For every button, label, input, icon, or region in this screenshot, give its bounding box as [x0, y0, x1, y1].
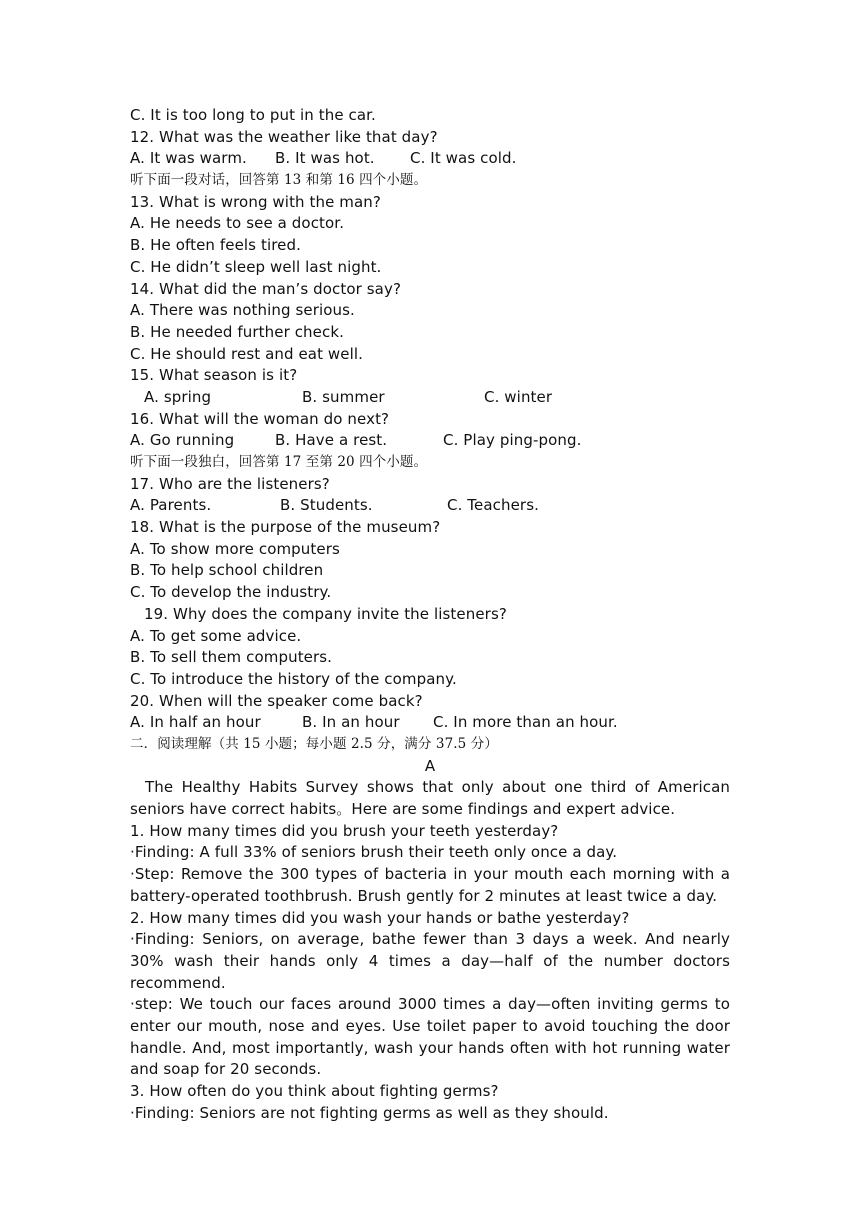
item-2-step: ·step: We touch our faces around 3000 times a day—often inviting germs to enter our mouth, nose and eyes. Use toilet paper to avoid touching the door handle. And, most importantly, wash your hands often with hot running water and soap for 20 seconds.: [130, 995, 730, 1079]
question-14-option-b: B. He needed further check.: [130, 322, 344, 341]
question-12-options: [130, 148, 730, 170]
option-a: A. In half an hour: [130, 713, 261, 732]
question-19-option-a: A. To get some advice.: [130, 626, 302, 645]
item-2-question: 2. How many times did you wash your hands or bathe yesterday?: [130, 908, 630, 927]
option-b: B. summer: [302, 387, 385, 406]
instruction-monologue: 听下面一段独白，回答第 17 至第 20 四个小题。: [130, 454, 428, 470]
question-16-options: [130, 430, 730, 452]
option-b: B. Have a rest.: [275, 431, 388, 450]
question-18-option-b: B. To help school children: [130, 561, 324, 580]
item-1-question: 1. How many times did you brush your teeth yesterday?: [130, 821, 559, 840]
passage-intro: The Healthy Habits Survey shows that only about one third of American seniors have correct habits。Here are some findings and expert advice.: [130, 778, 730, 819]
question-18-option-a: A. To show more computers: [130, 539, 340, 558]
option-b: B. Students.: [280, 496, 373, 515]
option-c: C. Teachers.: [447, 496, 539, 515]
instruction-dialogue: 听下面一段对话，回答第 13 和第 16 四个小题。: [130, 172, 428, 189]
item-3-finding: ·Finding: Seniors are not fighting germs as well as they should.: [130, 1103, 609, 1122]
passage-label: A: [424, 756, 436, 775]
question-14-option-c: C. He should rest and eat well.: [130, 344, 364, 363]
question-12: 12. What was the weather like that day?: [130, 127, 438, 146]
question-18: 18. What is the purpose of the museum?: [130, 518, 441, 537]
option-a: A. spring: [144, 387, 212, 406]
question-15-options: [130, 387, 730, 409]
q11-option-c: C. It is too long to put in the car.: [130, 106, 376, 124]
question-19-option-b: B. To sell them computers.: [130, 648, 333, 667]
option-a: A. It was warm.: [130, 149, 247, 168]
question-19: 19. Why does the company invite the listeners?: [144, 604, 507, 623]
question-17: 17. Who are the listeners?: [130, 474, 330, 493]
option-c: C. In more than an hour.: [433, 713, 618, 732]
question-16: 16. What will the woman do next?: [130, 409, 390, 428]
item-1-step: ·Step: Remove the 300 types of bacteria in your mouth each morning with a battery-operated toothbrush. Brush gently for 2 minutes at least twice a day.: [130, 865, 730, 905]
option-c: C. Play ping-pong.: [443, 431, 582, 450]
section-heading: 二．阅读理解（共 15 小题；每小题 2.5 分，满分 37.5 分）: [130, 735, 498, 752]
question-14: 14. What did the man’s doctor say?: [130, 279, 402, 298]
question-13-option-a: A. He needs to see a doctor.: [130, 214, 345, 233]
item-1-finding: ·Finding: A full 33% of seniors brush their teeth only once a day.: [130, 843, 618, 862]
option-c: C. winter: [484, 387, 553, 406]
question-17-options: [130, 495, 730, 517]
option-c: C. It was cold.: [410, 149, 517, 168]
question-15: 15. What season is it?: [130, 366, 298, 385]
question-13-option-c: C. He didn’t sleep well last night.: [130, 257, 382, 276]
item-2-finding: ·Finding: Seniors, on average, bathe fewer than 3 days a week. And nearly 30% wash their hands only 4 times a day—half of the number doctors recommend.: [130, 930, 730, 992]
question-20-options: [130, 712, 730, 734]
question-13: 13. What is wrong with the man?: [130, 192, 381, 211]
question-13-option-b: B. He often feels tired.: [130, 236, 301, 255]
option-b: B. In an hour: [302, 713, 400, 732]
exam-page: [130, 105, 730, 1124]
question-18-option-c: C. To develop the industry.: [130, 583, 332, 602]
item-3-question: 3. How often do you think about fighting germs?: [130, 1082, 499, 1101]
option-a: A. Go running: [130, 431, 235, 450]
question-19-option-c: C. To introduce the history of the company.: [130, 669, 457, 688]
question-14-option-a: A. There was nothing serious.: [130, 301, 355, 320]
option-b: B. It was hot.: [275, 149, 375, 168]
option-a: A. Parents.: [130, 496, 212, 515]
question-20: 20. When will the speaker come back?: [130, 691, 423, 710]
